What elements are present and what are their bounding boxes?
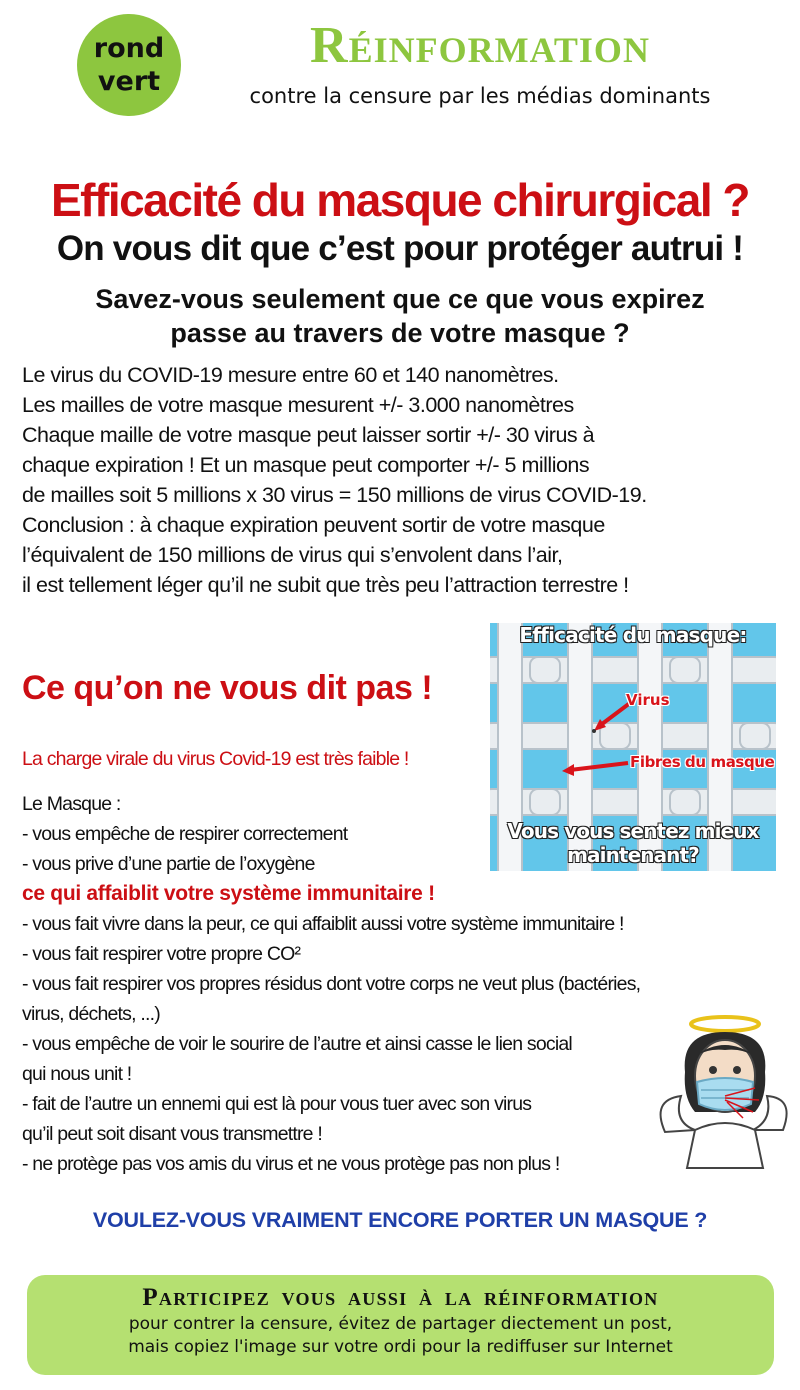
list-item: - vous fait respirer vos propres résidus dont votre corps ne veut plus (bactéries, bbox=[22, 973, 641, 995]
question-block bbox=[0, 282, 800, 350]
immune-warning: ce qui affaiblit votre système immunitaire ! bbox=[22, 882, 435, 905]
fibers-label: Fibres du masque bbox=[630, 753, 775, 771]
question-line-1: Savez-vous seulement que ce que vous expirez bbox=[95, 284, 705, 314]
subheadline: On vous dit que c’est pour protéger autrui ! bbox=[56, 229, 744, 268]
list-item: qui nous unit ! bbox=[22, 1063, 132, 1085]
question-line-2: passe au travers de votre masque ? bbox=[170, 318, 630, 348]
rond-vert-logo bbox=[77, 14, 181, 116]
footer-title: Participez vous aussi à la réinformation bbox=[142, 1284, 659, 1311]
body-paragraph bbox=[22, 360, 792, 600]
list-item: - ne protège pas vos amis du virus et ne vous protège pas non plus ! bbox=[22, 1153, 560, 1175]
list-item: qu’il peut soit disant vous transmettre ! bbox=[22, 1123, 322, 1145]
body-line: l’équivalent de 150 millions de virus qui s’envolent dans l’air, bbox=[22, 543, 563, 567]
headline: Efficacité du masque chirurgical ? bbox=[51, 174, 749, 226]
viral-load-note: La charge virale du virus Covid-19 est très faible ! bbox=[22, 748, 409, 770]
image-caption-bottom-line-2: maintenant? bbox=[567, 843, 699, 867]
body-line: chaque expiration ! Et un masque peut comporter +/- 5 millions bbox=[22, 453, 590, 477]
list-item: - fait de l’autre un ennemi qui est là pour vous tuer avec son virus bbox=[22, 1093, 532, 1115]
body-line: de mailles soit 5 millions x 30 virus = 150 millions de virus COVID-19. bbox=[22, 483, 647, 507]
list-item: - vous fait vivre dans la peur, ce qui affaiblit aussi votre système immunitaire ! bbox=[22, 913, 624, 935]
list-intro: Le Masque : bbox=[22, 793, 121, 815]
image-caption-top: Efficacité du masque: bbox=[519, 623, 747, 647]
body-line: Chaque maille de votre masque peut laisser sortir +/- 30 virus à bbox=[22, 423, 595, 447]
call-to-action-question: VOULEZ-VOUS VRAIMENT ENCORE PORTER UN MASQUE ? bbox=[92, 1208, 708, 1232]
body-line: il est tellement léger qu’il ne subit que très peu l’attraction terrestre ! bbox=[22, 573, 629, 597]
list-item: virus, déchets, ...) bbox=[22, 1003, 160, 1025]
list-item: - vous empêche de respirer correctement bbox=[22, 823, 348, 845]
footer-banner bbox=[27, 1275, 774, 1375]
footer-line-1: pour contrer la censure, évitez de partager diectement un post, bbox=[128, 1314, 673, 1334]
list-item: - vous empêche de voir le sourire de l’autre et ainsi casse le lien social bbox=[22, 1033, 572, 1055]
footer-line-2: mais copiez l'image sur votre ordi pour la rediffuser sur Internet bbox=[128, 1337, 673, 1357]
body-line: Le virus du COVID-19 mesure entre 60 et 140 nanomètres. bbox=[22, 363, 559, 387]
list-item: - vous fait respirer votre propre CO² bbox=[22, 943, 301, 965]
body-line: Conclusion : à chaque expiration peuvent sortir de votre masque bbox=[22, 513, 605, 537]
image-caption-bottom-line-1: Vous vous sentez mieux bbox=[507, 819, 759, 843]
body-line: Les mailles de votre masque mesurent +/- 3.000 nanomètres bbox=[22, 393, 574, 417]
logo-line-1: rond bbox=[93, 33, 165, 64]
brand-subtitle: contre la censure par les médias dominants bbox=[249, 84, 711, 108]
section-title: Ce qu’on ne vous dit pas ! bbox=[22, 669, 433, 707]
virus-label: Virus bbox=[626, 691, 670, 709]
logo-line-2: vert bbox=[97, 66, 161, 97]
masked-angel-illustration bbox=[655, 1012, 790, 1172]
list-item: - vous prive d’une partie de l’oxygène bbox=[22, 853, 315, 875]
brand-title: Réinformation bbox=[310, 17, 650, 74]
